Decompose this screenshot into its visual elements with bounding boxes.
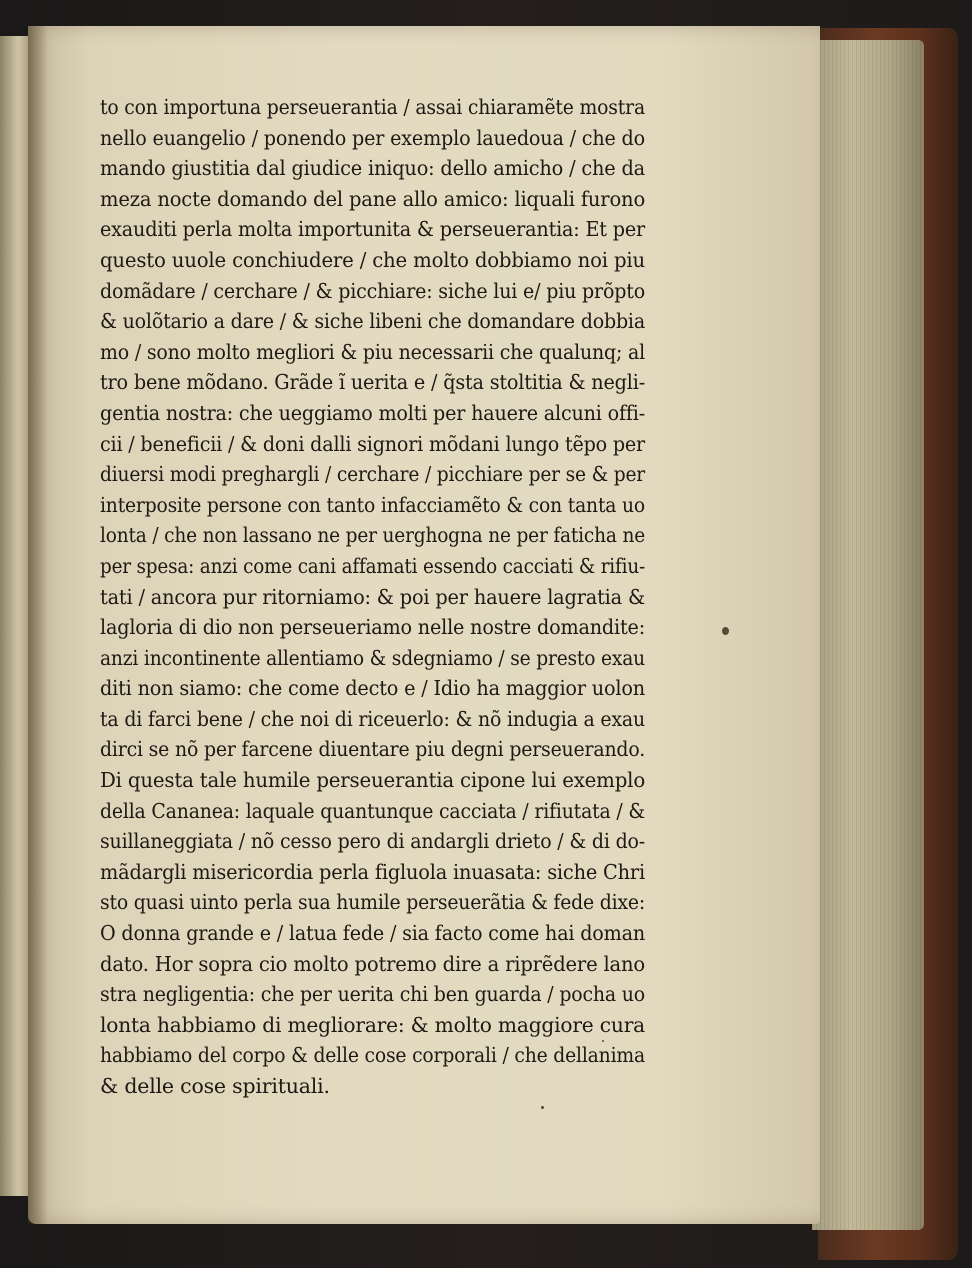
text-line: stra negligentia: che per uerita chi ben guarda / pocha uo — [100, 982, 646, 1007]
text-line: exauditi perla molta importunita & perseuerantia: Et per — [100, 217, 645, 242]
text-line: sto quasi uinto perla sua humile perseuerãtia & fede dixe: — [100, 890, 646, 915]
text-line: domãdare / cerchare / & picchiare: siche lui e/ piu prõpto — [100, 278, 646, 303]
facing-page-edge — [0, 36, 30, 1196]
text-line: per spesa: anzi come cani affamati essendo cacciati & rifiu- — [100, 553, 646, 578]
text-line: della Cananea: laquale quantunque cacciata / rifiutata / & — [100, 798, 645, 823]
text-line: tati / ancora pur ritorniamo: & poi per hauere lagratia & — [100, 584, 645, 609]
text-line: tro bene mõdano. Grãde ĩ uerita e / q̃sta stoltitia & negli- — [100, 370, 645, 395]
text-line: gentia nostra: che ueggiamo molti per hauere alcuni offi- — [100, 400, 645, 425]
text-line: dirci se nõ per farcene diuentare piu degni perseuerando. — [100, 737, 646, 762]
text-line: O donna grande e / latua fede / sia facto come hai doman — [100, 921, 645, 946]
text-line: mãdargli misericordia perla figluola inuasata: siche Chri — [100, 859, 645, 884]
text-line: interposite persone con tanto infacciamẽto & con tanta uo — [100, 492, 646, 517]
text-line: lonta habbiamo di megliorare: & molto maggiore cura — [100, 1012, 645, 1037]
text-line: cii / beneficii / & doni dalli signori mõdani lungo tẽpo per — [100, 431, 646, 456]
text-line: lonta / che non lassano ne per uerghogna ne per faticha ne — [100, 523, 645, 548]
page-text — [100, 92, 645, 1102]
text-line: nello euangelio / ponendo per exemplo lauedoua / che do — [100, 125, 645, 150]
text-line: diuersi modi preghargli / cerchare / picchiare per se & per — [100, 462, 646, 487]
page-gutter-shadow — [28, 26, 48, 1224]
text-line: questo uuole conchiudere / che molto dobbiamo noi piu — [100, 247, 646, 272]
text-line: suillaneggiata / nõ cesso pero di andargli drieto / & di do- — [100, 829, 645, 854]
text-line: mo / sono molto megliori & piu necessarii che qualunq; al — [100, 339, 645, 364]
text-line: & delle cose spirituali. — [100, 1074, 330, 1098]
text-line: habbiamo del corpo & delle cose corporali / che dellanima — [100, 1043, 645, 1068]
text-line: Di questa tale humile perseuerantia cipone lui exemplo — [100, 768, 646, 793]
page-fore-edge — [812, 40, 924, 1230]
text-line: to con importuna perseuerantia / assai chiaramẽte mostra — [100, 95, 645, 119]
text-line: ta di farci bene / che noi di riceuerlo: & nõ indugia a exau — [100, 706, 646, 731]
text-line: meza nocte domando del pane allo amico: liquali furono — [100, 186, 646, 211]
text-line: mando giustitia dal giudice iniquo: dello amicho / che da — [100, 156, 646, 181]
text-line: lagloria di dio non perseueriamo nelle nostre domandite: — [100, 615, 645, 640]
text-line: dato. Hor sopra cio molto potremo dire a riprẽdere lano — [100, 951, 645, 976]
text-line: & uolõtario a dare / & siche libeni che domandare dobbia — [100, 309, 645, 334]
text-line: anzi incontinente allentiamo & sdegniamo / se presto exau — [100, 645, 645, 670]
text-line: diti non siamo: che come decto e / Idio ha maggior uolon — [100, 676, 646, 701]
